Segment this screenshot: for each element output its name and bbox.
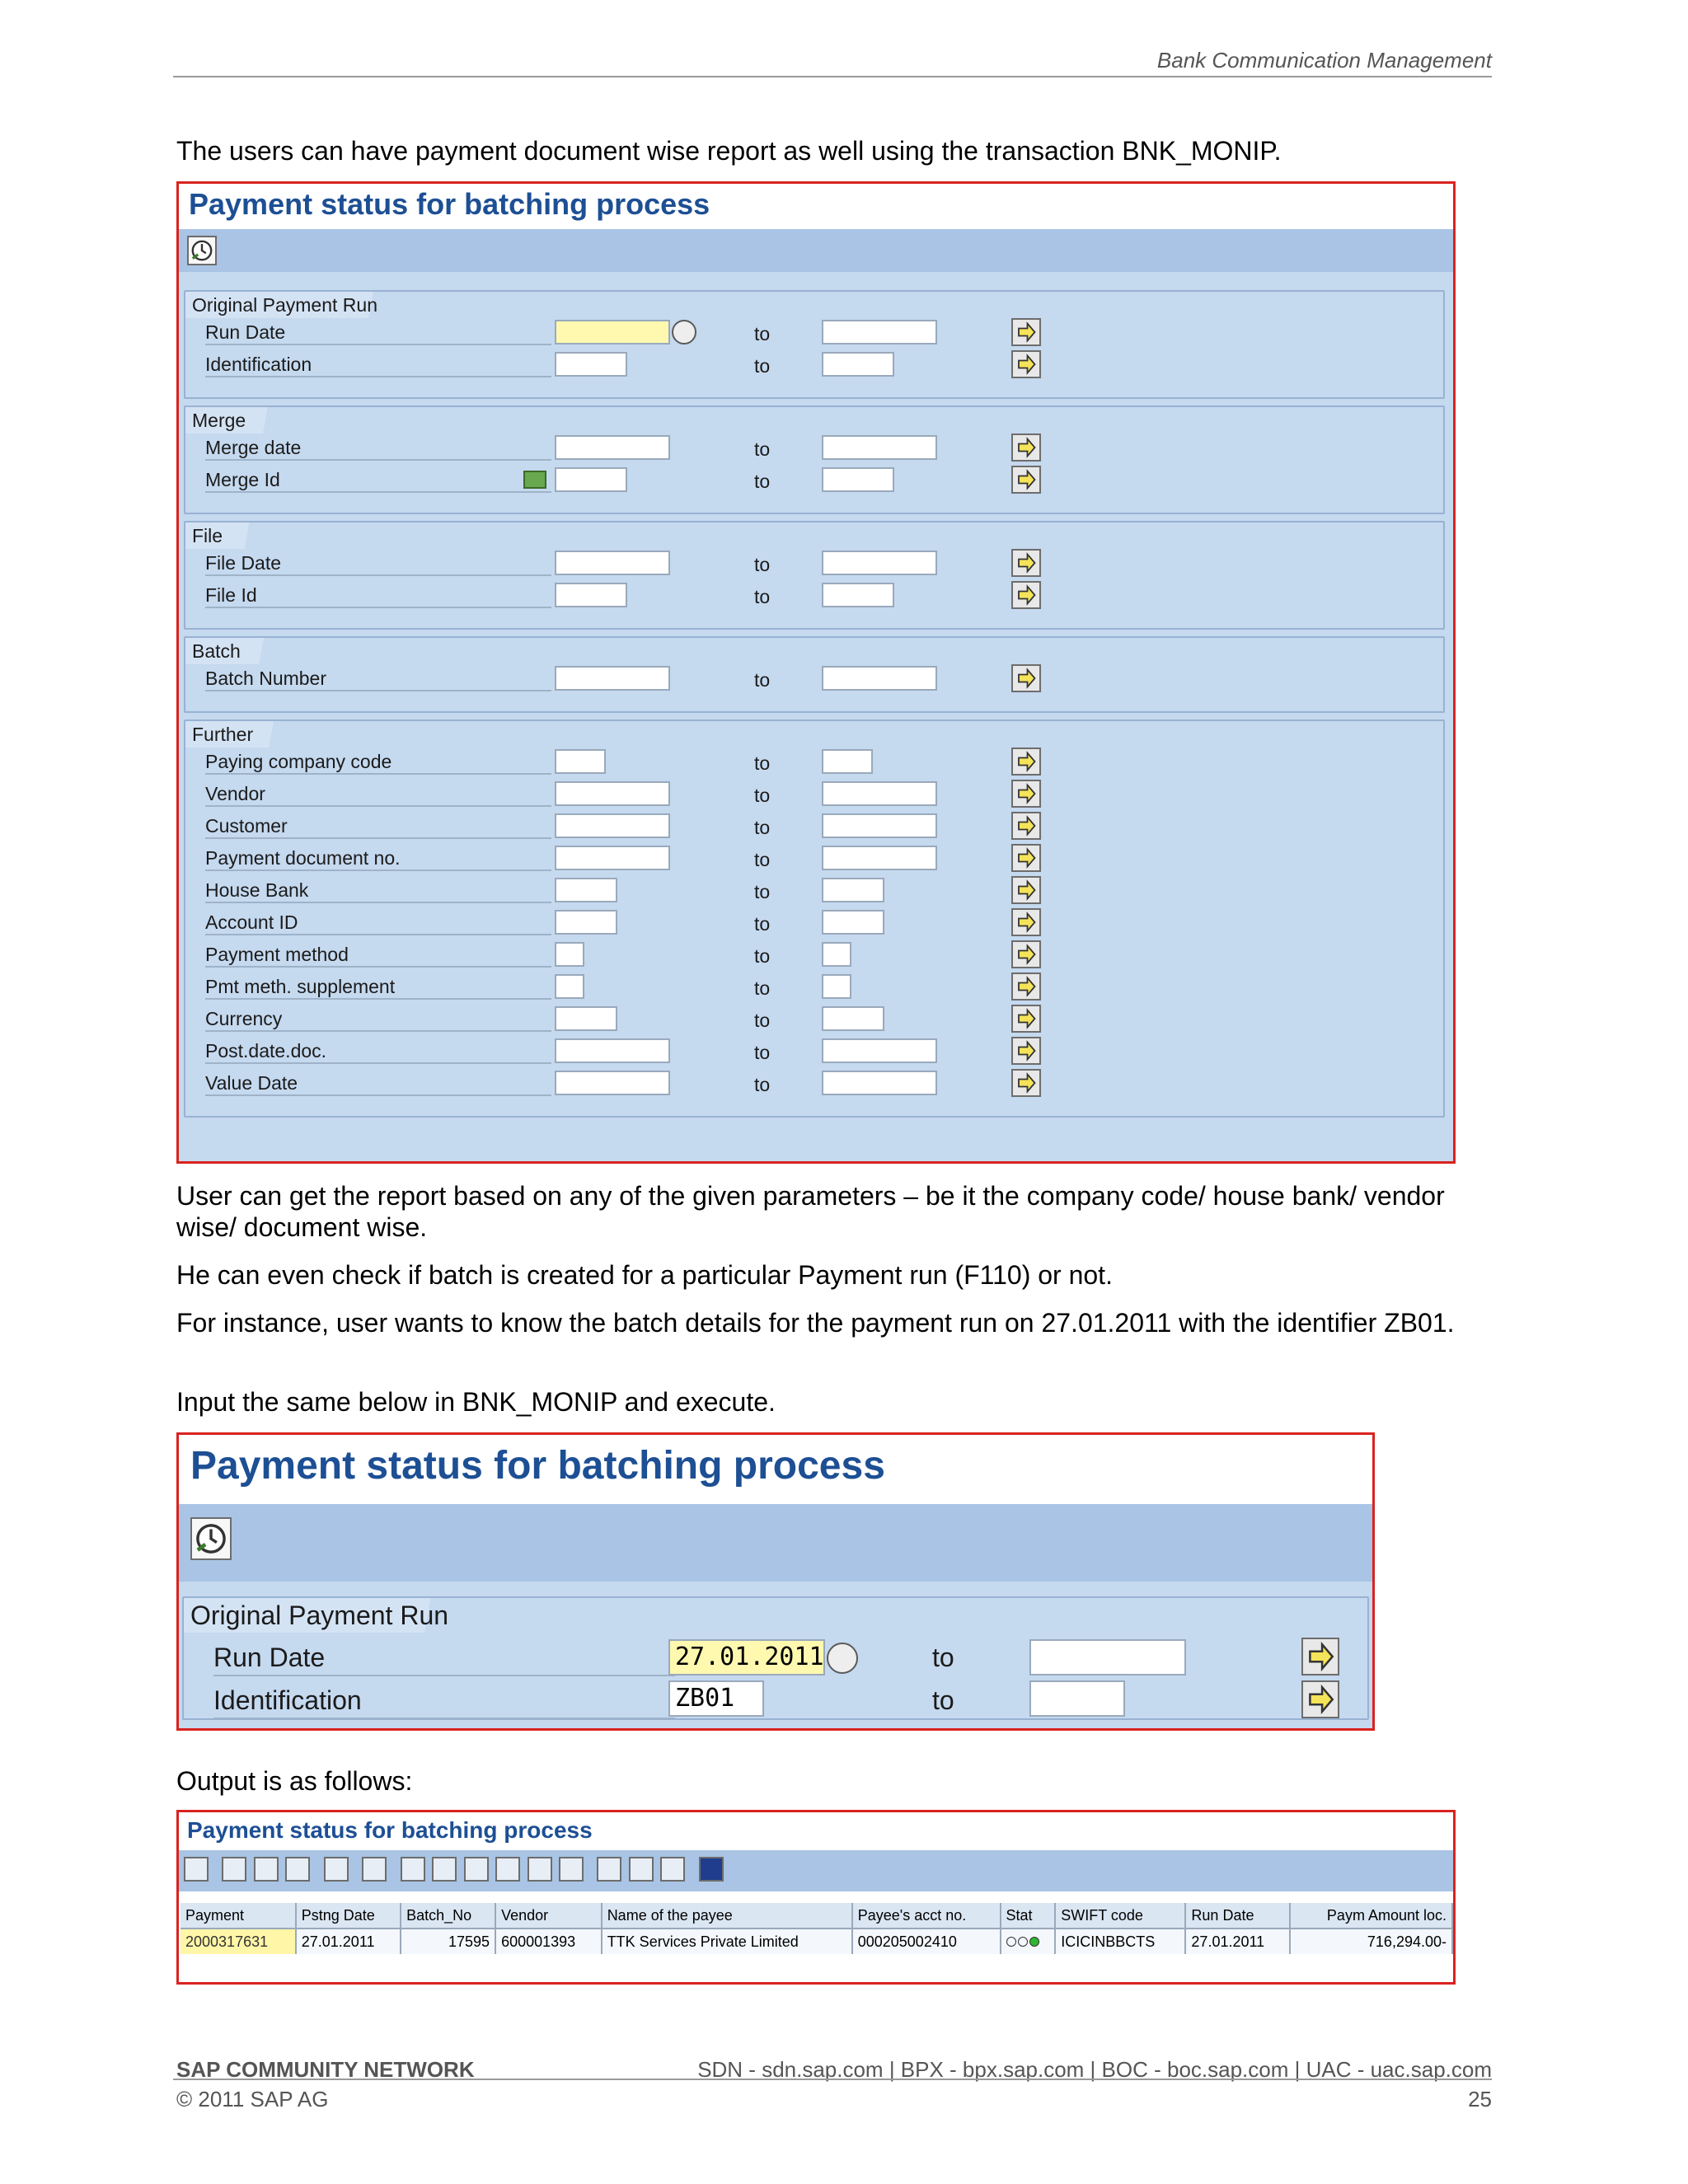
local-file-icon[interactable] bbox=[495, 1857, 520, 1882]
to-label: to bbox=[754, 355, 771, 377]
field-from-input[interactable] bbox=[555, 749, 606, 774]
to-label: to bbox=[754, 471, 771, 492]
send-icon[interactable] bbox=[528, 1857, 552, 1882]
multiple-selection-button[interactable] bbox=[1011, 908, 1041, 936]
to-label: to bbox=[932, 1643, 954, 1672]
field-from-input[interactable] bbox=[555, 666, 670, 691]
screen1-body bbox=[179, 272, 1453, 1161]
output-label: Output is as follows: bbox=[176, 1766, 413, 1796]
field-from-input[interactable] bbox=[555, 846, 670, 870]
field-to-input[interactable] bbox=[822, 467, 894, 492]
alv-toolbar bbox=[179, 1850, 1453, 1891]
field-to-input[interactable] bbox=[822, 1006, 884, 1031]
field-from-input[interactable] bbox=[555, 1071, 670, 1095]
field-to-input[interactable] bbox=[822, 666, 937, 691]
multiple-selection-button[interactable] bbox=[1301, 1638, 1339, 1675]
paragraph-4: Input the same below in BNK_MONIP and execute. bbox=[176, 1387, 776, 1417]
identification-from-input[interactable]: ZB01 bbox=[668, 1680, 764, 1717]
output-screen bbox=[176, 1810, 1456, 1985]
column-header[interactable]: Payee's acct no. bbox=[852, 1903, 1001, 1929]
table-cell: 27.01.2011 bbox=[1185, 1929, 1290, 1954]
word-processing-icon[interactable] bbox=[464, 1857, 489, 1882]
field-to-input[interactable] bbox=[822, 910, 884, 935]
to-label: to bbox=[754, 554, 771, 575]
selection-screen-1 bbox=[176, 181, 1456, 1164]
group-original-payment-run bbox=[182, 1596, 1369, 1720]
to-label: to bbox=[754, 752, 771, 774]
multiple-selection-button[interactable] bbox=[1011, 748, 1041, 776]
field-label: Value Date bbox=[205, 1072, 551, 1096]
field-label: Merge Id bbox=[205, 469, 551, 493]
print-preview-icon[interactable] bbox=[362, 1857, 387, 1882]
multiple-selection-button[interactable] bbox=[1011, 1037, 1041, 1065]
screen1-toolbar bbox=[179, 229, 1453, 272]
calendar-help-icon[interactable] bbox=[827, 1643, 858, 1674]
to-label: to bbox=[754, 669, 771, 691]
footer-network: SAP COMMUNITY NETWORK bbox=[176, 2057, 475, 2082]
run-date-label: Run Date bbox=[213, 1643, 675, 1676]
field-from-input[interactable] bbox=[555, 435, 670, 460]
screen2-body bbox=[179, 1582, 1372, 1728]
set-filter-icon[interactable] bbox=[285, 1857, 310, 1882]
header-divider bbox=[173, 76, 1492, 77]
identification-label: Identification bbox=[213, 1685, 675, 1719]
field-from-input[interactable] bbox=[555, 1006, 617, 1031]
multiple-selection-button[interactable] bbox=[1011, 350, 1041, 378]
filter-icon[interactable] bbox=[254, 1857, 279, 1882]
to-label: to bbox=[754, 1010, 771, 1031]
to-label: to bbox=[754, 945, 771, 967]
layout-icon[interactable] bbox=[597, 1857, 621, 1882]
field-to-input[interactable] bbox=[822, 878, 884, 902]
field-label: Pmt meth. supplement bbox=[205, 976, 551, 1000]
table-cell: 600001393 bbox=[495, 1929, 602, 1954]
field-from-input[interactable] bbox=[555, 974, 584, 999]
info-icon[interactable] bbox=[699, 1857, 724, 1882]
field-to-input[interactable] bbox=[822, 320, 937, 344]
multiple-selection-button[interactable] bbox=[1011, 664, 1041, 692]
field-label: Merge date bbox=[205, 437, 551, 461]
group-title: File bbox=[185, 523, 260, 549]
field-label: Customer bbox=[205, 815, 551, 839]
sum-icon[interactable] bbox=[324, 1857, 349, 1882]
field-to-input[interactable] bbox=[822, 583, 894, 607]
multiple-selection-button[interactable] bbox=[1011, 940, 1041, 968]
multiple-selection-button[interactable] bbox=[1011, 780, 1041, 808]
group-file bbox=[184, 521, 1445, 630]
column-header[interactable]: Paym Amount loc. bbox=[1290, 1903, 1452, 1929]
table-cell: TTK Services Private Limited bbox=[602, 1929, 852, 1954]
to-label: to bbox=[754, 881, 771, 902]
table-cell: 000205002410 bbox=[852, 1929, 1001, 1954]
field-from-input[interactable] bbox=[555, 320, 670, 344]
field-to-input[interactable] bbox=[822, 1071, 937, 1095]
calendar-help-icon[interactable] bbox=[672, 320, 696, 344]
table-cell: ICICINBBCTS bbox=[1055, 1929, 1185, 1954]
field-from-input[interactable] bbox=[555, 910, 617, 935]
to-label: to bbox=[754, 977, 771, 999]
column-header[interactable]: Payment bbox=[181, 1903, 296, 1929]
screen1-title: Payment status for batching process bbox=[189, 187, 710, 221]
screen2-toolbar bbox=[179, 1504, 1372, 1582]
change-layout-icon[interactable] bbox=[629, 1857, 654, 1882]
output-table bbox=[181, 1903, 1453, 1954]
to-label: to bbox=[754, 323, 771, 344]
column-header[interactable]: SWIFT code bbox=[1055, 1903, 1185, 1929]
identification-to-input[interactable] bbox=[1029, 1680, 1125, 1717]
to-label: to bbox=[754, 913, 771, 935]
field-from-input[interactable] bbox=[555, 551, 670, 575]
details-icon[interactable] bbox=[184, 1857, 209, 1882]
field-label: Payment document no. bbox=[205, 847, 551, 871]
screen3-title: Payment status for batching process bbox=[187, 1817, 593, 1843]
field-to-input[interactable] bbox=[822, 551, 937, 575]
group-title: Original Payment Run bbox=[185, 292, 415, 318]
field-from-input[interactable] bbox=[555, 942, 584, 967]
to-label: to bbox=[754, 1074, 771, 1095]
field-to-input[interactable] bbox=[822, 749, 873, 774]
field-label: Run Date bbox=[205, 321, 551, 345]
to-label: to bbox=[754, 1042, 771, 1063]
field-label: Post.date.doc. bbox=[205, 1040, 551, 1064]
execute-icon[interactable] bbox=[190, 1517, 232, 1560]
multiple-selection-button[interactable] bbox=[1011, 972, 1041, 1001]
multiple-selection-button[interactable] bbox=[1011, 318, 1041, 346]
field-from-input[interactable] bbox=[555, 878, 617, 902]
footer-copyright: © 2011 SAP AG bbox=[176, 2087, 329, 2111]
field-to-input[interactable] bbox=[822, 352, 894, 377]
paragraph-3: For instance, user wants to know the batch details for the payment run on 27.01.2011 with the identifier ZB01. bbox=[176, 1308, 1455, 1338]
multiple-selection-button[interactable] bbox=[1011, 581, 1041, 609]
to-label: to bbox=[754, 785, 771, 806]
field-to-input[interactable] bbox=[822, 974, 851, 999]
table-cell: 17595 bbox=[401, 1929, 495, 1954]
column-header[interactable]: Name of the payee bbox=[602, 1903, 852, 1929]
screen2-title: Payment status for batching process bbox=[190, 1444, 885, 1488]
field-from-input[interactable] bbox=[555, 467, 627, 492]
alv-grid-area bbox=[179, 1891, 1453, 1982]
to-label: to bbox=[754, 817, 771, 838]
column-header[interactable]: Stat bbox=[1001, 1903, 1056, 1929]
save-layout-icon[interactable] bbox=[660, 1857, 685, 1882]
multiple-selection-button[interactable] bbox=[1011, 876, 1041, 904]
field-to-input[interactable] bbox=[822, 781, 937, 806]
table-cell: 27.01.2011 bbox=[296, 1929, 401, 1954]
table-cell[interactable]: 2000317631 bbox=[181, 1929, 296, 1954]
selection-screen-2 bbox=[176, 1432, 1375, 1731]
to-label: to bbox=[754, 586, 771, 607]
multiple-selection-button[interactable] bbox=[1301, 1680, 1339, 1718]
document-header: Bank Communication Management bbox=[1156, 48, 1492, 73]
group-original-payment-run bbox=[184, 290, 1445, 399]
execute-icon[interactable] bbox=[187, 236, 217, 265]
field-from-input[interactable] bbox=[555, 813, 670, 838]
intro-text: The users can have payment document wise report as well using the transaction BNK_MONIP. bbox=[176, 136, 1282, 166]
multiple-selection-button[interactable] bbox=[1011, 434, 1041, 462]
column-header[interactable]: Pstng Date bbox=[296, 1903, 401, 1929]
field-label: Batch Number bbox=[205, 668, 551, 691]
run-date-from-input[interactable]: 27.01.2011 bbox=[668, 1639, 825, 1675]
column-header[interactable]: Batch_No bbox=[401, 1903, 495, 1929]
footer-links: SDN - sdn.sap.com | BPX - bpx.sap.com | BOC - boc.sap.com | UAC - uac.sap.com bbox=[697, 2057, 1492, 2082]
multiple-selection-status-icon bbox=[523, 471, 546, 489]
multiple-selection-button[interactable] bbox=[1011, 466, 1041, 494]
to-label: to bbox=[754, 438, 771, 460]
field-label: File Id bbox=[205, 584, 551, 608]
sort-ascending-icon[interactable] bbox=[222, 1857, 246, 1882]
multiple-selection-button[interactable] bbox=[1011, 812, 1041, 840]
field-to-input[interactable] bbox=[822, 813, 937, 838]
multiple-selection-button[interactable] bbox=[1011, 844, 1041, 872]
field-label: Vendor bbox=[205, 783, 551, 807]
group-merge bbox=[184, 405, 1445, 514]
to-label: to bbox=[932, 1685, 954, 1715]
paragraph-2: He can even check if batch is created for a particular Payment run (F110) or not. bbox=[176, 1260, 1113, 1290]
column-header[interactable]: Vendor bbox=[495, 1903, 602, 1929]
multiple-selection-button[interactable] bbox=[1011, 1005, 1041, 1033]
run-date-to-input[interactable] bbox=[1029, 1639, 1186, 1675]
group-batch bbox=[184, 636, 1445, 713]
page-number: 25 bbox=[1468, 2087, 1492, 2111]
group-title: Merge bbox=[185, 407, 284, 434]
group-further bbox=[184, 719, 1445, 1118]
multiple-selection-button[interactable] bbox=[1011, 549, 1041, 577]
group-title: Original Payment Run bbox=[184, 1598, 486, 1633]
field-label: Account ID bbox=[205, 912, 551, 935]
graphic-icon[interactable] bbox=[559, 1857, 584, 1882]
field-label: Identification bbox=[205, 354, 551, 377]
status-traffic-light bbox=[1001, 1929, 1056, 1954]
field-to-input[interactable] bbox=[822, 435, 937, 460]
column-header[interactable]: Run Date bbox=[1185, 1903, 1290, 1929]
group-title: Further bbox=[185, 721, 291, 748]
paragraph-1: User can get the report based on any of the given parameters – be it the company code/ house bank/ vendor wise/ document wise. bbox=[176, 1181, 1445, 1242]
field-label: Currency bbox=[205, 1008, 551, 1032]
to-label: to bbox=[754, 849, 771, 870]
field-label: Payment method bbox=[205, 944, 551, 968]
field-from-input[interactable] bbox=[555, 352, 627, 377]
field-label: Paying company code bbox=[205, 751, 551, 775]
table-cell: 716,294.00- bbox=[1290, 1929, 1452, 1954]
spreadsheet-icon[interactable] bbox=[432, 1857, 457, 1882]
field-label: House Bank bbox=[205, 879, 551, 903]
field-to-input[interactable] bbox=[822, 846, 937, 870]
field-from-input[interactable] bbox=[555, 1038, 670, 1063]
field-to-input[interactable] bbox=[822, 1038, 937, 1063]
field-to-input[interactable] bbox=[822, 942, 851, 967]
field-label: File Date bbox=[205, 552, 551, 576]
field-from-input[interactable] bbox=[555, 583, 627, 607]
multiple-selection-button[interactable] bbox=[1011, 1069, 1041, 1097]
footer-divider bbox=[173, 2079, 1492, 2080]
export-icon[interactable] bbox=[401, 1857, 425, 1882]
field-from-input[interactable] bbox=[555, 781, 670, 806]
group-title: Batch bbox=[185, 638, 279, 664]
